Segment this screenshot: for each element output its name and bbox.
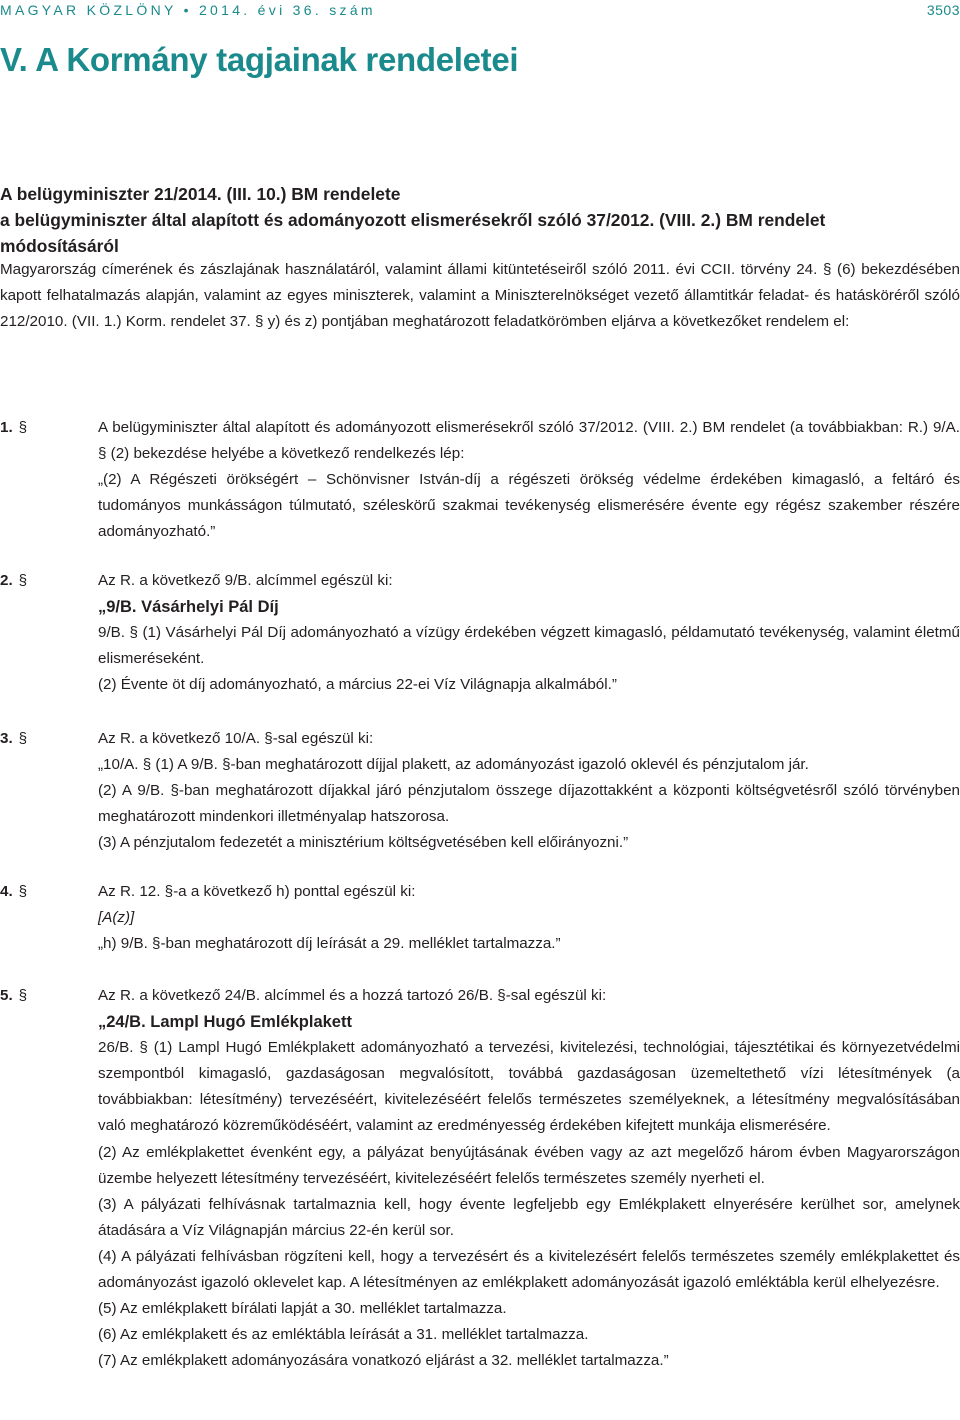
section-sign: §	[18, 987, 28, 1004]
paragraph-text: (4) A pályázati felhívásban rögzíteni kell, hogy a tervezésért és a kivitelezésért felelős természetes személy emlékplakettet és adományozást igazoló oklevelet kap. A létesítményen az emlékplakett adományozását igazoló emléktábla kerül elhelyezésre.	[98, 1247, 960, 1292]
paragraph-text: 26/B. § (1) Lampl Hugó Emlékplakett adományozható a tervezési, kivitelezési, technológiai, tájesztétikai és környezetvédelmi szempontból kimagasló, gazdaságosan megvalósított, továbbá gazdaságosan üzemeltethető vízi létesítmények (a továbbiakban: létesítmény) tervezéséért, kivitelezéséért felelős természetes személyeknek, a létesítmény megvalósításában való meghatározó közreműködéséért, valamint az eredményesség érdekében kifejtett munkája elismerésére.	[98, 1039, 960, 1135]
section-sign: §	[18, 419, 28, 436]
paragraph-text: (2) Évente öt díj adományozható, a március 22-ei Víz Világnapja alkalmából.”	[98, 676, 617, 694]
preamble: Magyarország címerének és zászlajának használatáról, valamint állami kitüntetéseiről szóló 2011. évi CCII. törvény 24. § (6) bekezdésében kapott felhatalmazás alapján, valamint az egyes miniszterek, valamint a Miniszterelnökséget vezető államtitkár feladat- és hatásköréről szóló 212/2010. (VII. 1.) Korm. rendelet 37. § y) és z) pontjában meghatározott feladatkörömben eljárva a következőket rendelem el:	[0, 261, 960, 331]
paragraph-body	[98, 568, 960, 698]
paragraph-text: (5) Az emlékplakett bírálati lapját a 30. melléklet tartalmazza.	[98, 1300, 507, 1318]
paragraph-text: Az R. a következő 10/A. §-sal egészül ki:	[98, 730, 374, 747]
paragraph-number: 3. §	[0, 730, 28, 747]
paragraph-text: „(2) A Régészeti örökségért – Schönvisner István-díj a régészeti örökség védelme érdekében kimagasló, a feltáró és tudományos munkásságon túlmutató, széleskörű szakmai tevékenység elismerésére évente egy régész szakember részére adományozható.”	[98, 471, 960, 541]
paragraph-text: 9/B. § (1) Vásárhelyi Pál Díj adományozható a vízügy érdekében végzett kimagasló, példamutató tevékenység, valamint életmű elismeréseként.	[98, 624, 960, 668]
paragraph-text: Az R. 12. §-a a következő h) ponttal egészül ki:	[98, 883, 416, 900]
section-sign: §	[18, 730, 28, 747]
paragraph-text: Az R. a következő 9/B. alcímmel egészül ki:	[98, 572, 393, 589]
section-sign: §	[18, 883, 28, 900]
subheading: „24/B. Lampl Hugó Emlékplakett	[98, 1013, 352, 1032]
decree-title-line: módosításáról	[0, 236, 119, 257]
journal-name: MAGYAR KÖZLÖNY • 2014. évi 36. szám	[0, 2, 376, 18]
paragraph-number: 2. §	[0, 572, 28, 589]
paragraph-text: [A(z)]	[98, 909, 135, 927]
subheading: „9/B. Vásárhelyi Pál Díj	[98, 598, 279, 617]
paragraph-text: (2) Az emlékplakettet évenként egy, a pályázat benyújtásának évében vagy az azt megelőző három évben Magyarországon üzembe helyezett létesítmény tervezéséért, kivitelezéséért felelős természetes személy nyerheti el.	[98, 1143, 960, 1187]
paragraph-text: „10/A. § (1) A 9/B. §-ban meghatározott díjjal plakett, az adományozást igazoló oklevél és pénzjutalom jár.	[98, 756, 809, 774]
paragraph-text: (6) Az emlékplakett és az emléktábla leírását a 31. melléklet tartalmazza.	[98, 1326, 589, 1344]
paragraph-text: (7) Az emlékplakett adományozására vonatkozó eljárást a 32. melléklet tartalmazza.”	[98, 1352, 669, 1370]
paragraph-text: (3) A pályázati felhívásnak tartalmaznia kell, hogy évente legfeljebb egy Emlékplakett elnyerésére kerülhet sor, amelynek átadására a Víz Világnapján március 22-én kerül sor.	[98, 1195, 960, 1239]
paragraph-body	[98, 879, 960, 957]
paragraph-number: 4. §	[0, 883, 28, 900]
paragraph-text: A belügyminiszter által alapított és adományozott elismerésekről szóló 37/2012. (VIII. 2.) BM rendelet (a továbbiakban: R.) 9/A. § (2) bekezdése helyébe a következő rendelkezés lép:	[98, 419, 960, 463]
decree-title-line: a belügyminiszter által alapított és adományozott elismerésekről szóló 37/2012. (VIII. 2.) BM rendelet	[0, 210, 826, 231]
paragraph-body	[98, 726, 960, 856]
page-number: 3503	[926, 2, 960, 18]
paragraph-number: 5. §	[0, 987, 28, 1004]
section-sign: §	[18, 572, 28, 589]
running-header	[0, 2, 960, 20]
paragraph-text: „h) 9/B. §-ban meghatározott díj leírását a 29. melléklet tartalmazza.”	[98, 935, 561, 953]
decree-title	[0, 181, 960, 260]
paragraph-text: Az R. a következő 24/B. alcímmel és a hozzá tartozó 26/B. §-sal egészül ki:	[98, 987, 607, 1004]
paragraph-number: 1. §	[0, 419, 28, 436]
paragraph-text: (3) A pénzjutalom fedezetét a minisztérium költségvetésében kell előirányozni.”	[98, 834, 629, 852]
paragraph-body	[98, 983, 960, 1374]
paragraph-text: (2) A 9/B. §-ban meghatározott díjakkal járó pénzjutalom összege díjazottakként a központi költségvetésről szóló törvényben meghatározott mindenkori illetményalap hatszorosa.	[98, 782, 960, 826]
section-title: V. A Kormány tagjainak rendeletei	[0, 41, 519, 78]
decree-title-line: A belügyminiszter 21/2014. (III. 10.) BM rendelete	[0, 184, 401, 204]
paragraph-body	[98, 415, 960, 545]
